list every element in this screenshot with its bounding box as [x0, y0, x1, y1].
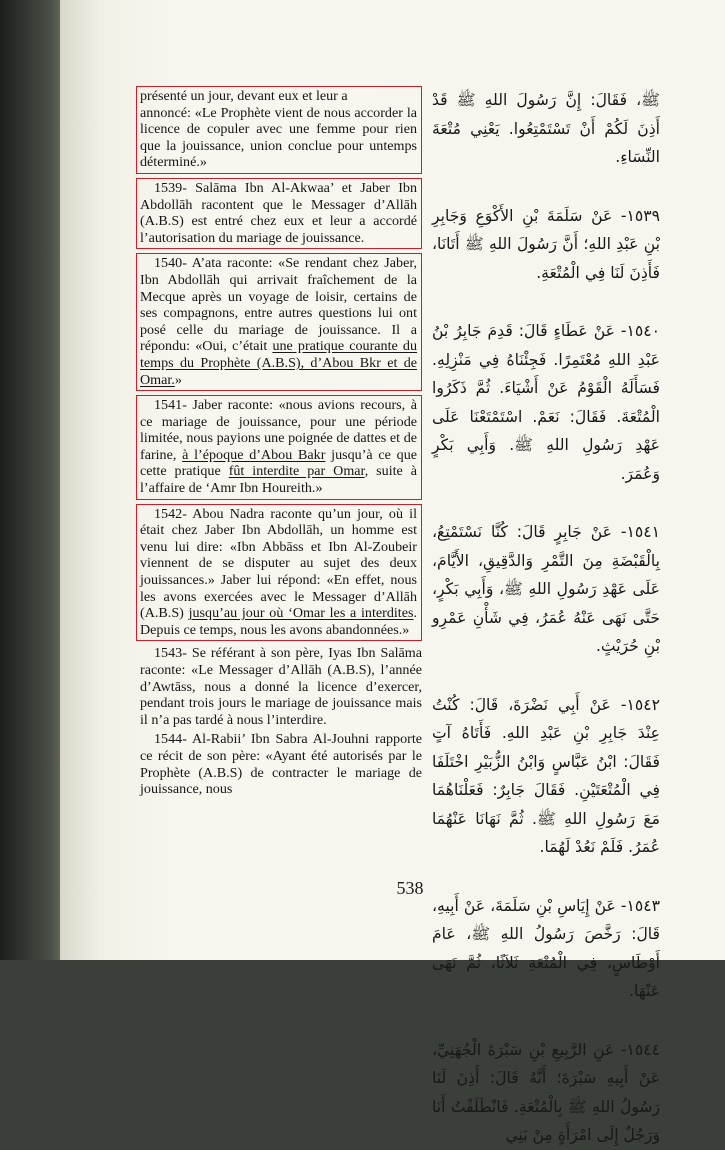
hadith-1539-fr: 1539- Salāma Ibn Al-Akwaa’ et Jaber Ibn Abdollāh racontent que le Messager d’Allāh (A.B.S) est entré chez eux et leur a accordé l’autorisation du mariage de jouissance.	[140, 179, 417, 246]
highlight-box-1539	[136, 178, 422, 249]
highlight-box-1541	[136, 395, 422, 500]
hadith-1542-text-a: 1542- Abou Nadra raconte qu’un jour, où il était chez Jaber Ibn Abdollāh, un homme est venu lui dire: «Ibn Abbāss et Ibn Al-Zoubeir viennent de se disputer au sujet des deux jouissances.» Jaber lui répond: «En effet, nous les avons exercées avec le Messager d’Allāh (A.B.S)	[140, 505, 417, 622]
hadith-1544-ar: ١٥٤٤- عَنِ الرَّبِيعِ بْنِ سَبْرَةَ الْجُهَنِيِّ، عَنْ أَبِيهِ سَبْرَةَ؛ أَنَّهُ قَالَ: أَذِنَ لَنَا رَسُولُ اللهِ ﷺ بِالْمُتْعَةِ. فَانْطَلَقْتُ أَنَا وَرَجُلٌ إِلَى امْرَأَةٍ مِنْ بَنِي	[432, 1040, 660, 1144]
paragraph-intro: annoncé: «Le Prophète vient de nous accorder la licence de copuler avec une femme pour rien que la jouissance, union conclue pour untemps déterminé.»	[140, 104, 417, 171]
highlight-box-1540	[136, 253, 422, 391]
hadith-1539-ar: ١٥٣٩- عَنْ سَلَمَةَ بْنِ الأَكْوَعِ وَجَابِرِ بْنِ عَبْدِ اللهِ؛ أَنَّ رَسُولَ اللهِ ﷺ أَتَانَا، فَأَذِنَ لَنَا فِي الْمُتْعَةِ.	[432, 206, 660, 282]
hadith-1540-ar: ١٥٤٠- عَنْ عَطَاءٍ قَالَ: قَدِمَ جَابِرُ بْنُ عَبْدِ اللهِ مُعْتَمِرًا. فَجِئْنَاهُ فِي مَنْزِلِهِ. فَسَأَلَهُ الْقَوْمُ عَنْ أَشْيَاءَ. ثُمَّ ذَكَرُوا الْمُتْعَةَ. فَقَالَ: نَعَمْ. اسْتَمْتَعْنَا عَلَى عَهْدِ رَسُولِ اللهِ ﷺ. وَأَبِي بَكْرٍ وَعُمَرَ.	[432, 322, 660, 483]
hadith-1540-text: 1540- A’ata raconte: «Se rendant chez Jaber, Ibn Abdollāh qui arrivait fraîchement de la Mecque après un voyage de loisir, certains de ses compagnons, entre autres questions lui ont posé celle du mariage de jouissance. Il a répondu: «Oui, c’était	[140, 255, 417, 355]
hadith-1541-underlined-2: fût interdite par Omar	[228, 463, 365, 480]
hadith-1544-fr: 1544- Al-Rabii’ Ibn Sabra Al-Jouhni rapporte ce récit de son père: «Ayant été autorisés par le Prophète (A.B.S) de contracter le mariage de jouissance, nous	[140, 731, 422, 798]
hadith-1541-text-c: , suite à l’affaire de ‘Amr Ibn Houreith.»	[140, 463, 417, 497]
hadith-1543-fr: 1543- Se référant à son père, Iyas Ibn Salāma raconte: «Le Messager d’Allāh (A.B.S), l’année d’Awtāss, nous a donné la licence d’exercer, pendant trois jours le mariage de jouissance mais il n’a pas tardé à nous l’interdire.	[140, 645, 422, 728]
hadith-1541-ar: ١٥٤١- عَنْ جَابِرٍ قَالَ: كُنَّا نَسْتَمْتِعُ، بِالْقَبْضَةِ مِنَ التَّمْرِ وَالدَّقِيقِ، الأَيَّامَ، عَلَى عَهْدِ رَسُولِ اللهِ ﷺ، وَأَبِي بَكْرٍ، حَتَّى نَهَى عَنْهُ عُمَرُ، فِي شَأْنِ عَمْرِو بْنِ حُرَيْثٍ.	[432, 523, 660, 655]
hadith-1542-fr	[140, 506, 417, 639]
highlight-box-1542	[136, 504, 422, 642]
hadith-1541-text-b: jusqu’à ce que cette pratique	[140, 446, 417, 480]
hadith-1540-underlined: une pratique courante du temps du Prophète (A.B.S), d’Abou Bkr et de Omar.	[140, 338, 417, 388]
hadith-1542-ar: ١٥٤٢- عَنْ أَبِي نَضْرَةَ، قَالَ: كُنْتُ عِنْدَ جَابِرِ بْنِ عَبْدِ اللهِ. فَأَتَاهُ آتٍ فَقَالَ: ابْنُ عَبَّاسٍ وَابْنُ الزُّبَيْرِ اخْتَلَفَا فِي الْمُتْعَتَيْنِ. فَقَالَ جَابِرٌ: فَعَلْنَاهُمَا مَعَ رَسُولِ اللهِ ﷺ. ثُمَّ نَهَانَا عَنْهُمَا عُمَرُ. فَلَمْ نَعُدْ لَهُمَا.	[432, 695, 660, 856]
arabic-intro: ﷺ، فَقَالَ: إِنَّ رَسُولَ اللهِ ﷺ قَدْ أَذِنَ لَكُمْ أَنْ تَسْتَمْتِعُوا. يَعْنِي مُتْعَةَ النِّسَاءِ.	[432, 91, 660, 166]
hadith-1543-ar: ١٥٤٣- عَنْ إِيَاسِ بْنِ سَلَمَةَ، عَنْ أَبِيهِ، قَالَ: رَخَّصَ رَسُولُ اللهِ ﷺ، عَامَ أَوْطَاسٍ، فِي الْمُتْعَةِ ثَلاَثًا، ثُمَّ نَهَى عَنْهَا.	[432, 896, 660, 1000]
hadith-1540-end: »	[174, 371, 182, 388]
page-number: 538	[396, 878, 424, 898]
hadith-1541-underlined-1: à l’époque d’Abou Bakr	[182, 446, 326, 463]
highlight-box-intro	[136, 86, 422, 174]
french-column	[140, 86, 422, 798]
hadith-1542-underlined: jusqu’au jour où ‘Omar les a interdites	[188, 605, 414, 622]
arabic-column	[432, 86, 660, 1150]
hadith-1540-fr	[140, 255, 417, 388]
hadith-1541-fr	[140, 397, 417, 497]
hadith-1542-text-b: . Depuis ce temps, nous les avons abandonnées.»	[140, 605, 417, 638]
hadith-1541-text-a: 1541- Jaber raconte: «nous avions recours, à ce mariage de jouissance, pour une période limitée, nous payions une poignée de dattes et de farine,	[140, 397, 417, 463]
paragraph-intro-line: présenté un jour, devant eux et leur a	[140, 88, 348, 104]
